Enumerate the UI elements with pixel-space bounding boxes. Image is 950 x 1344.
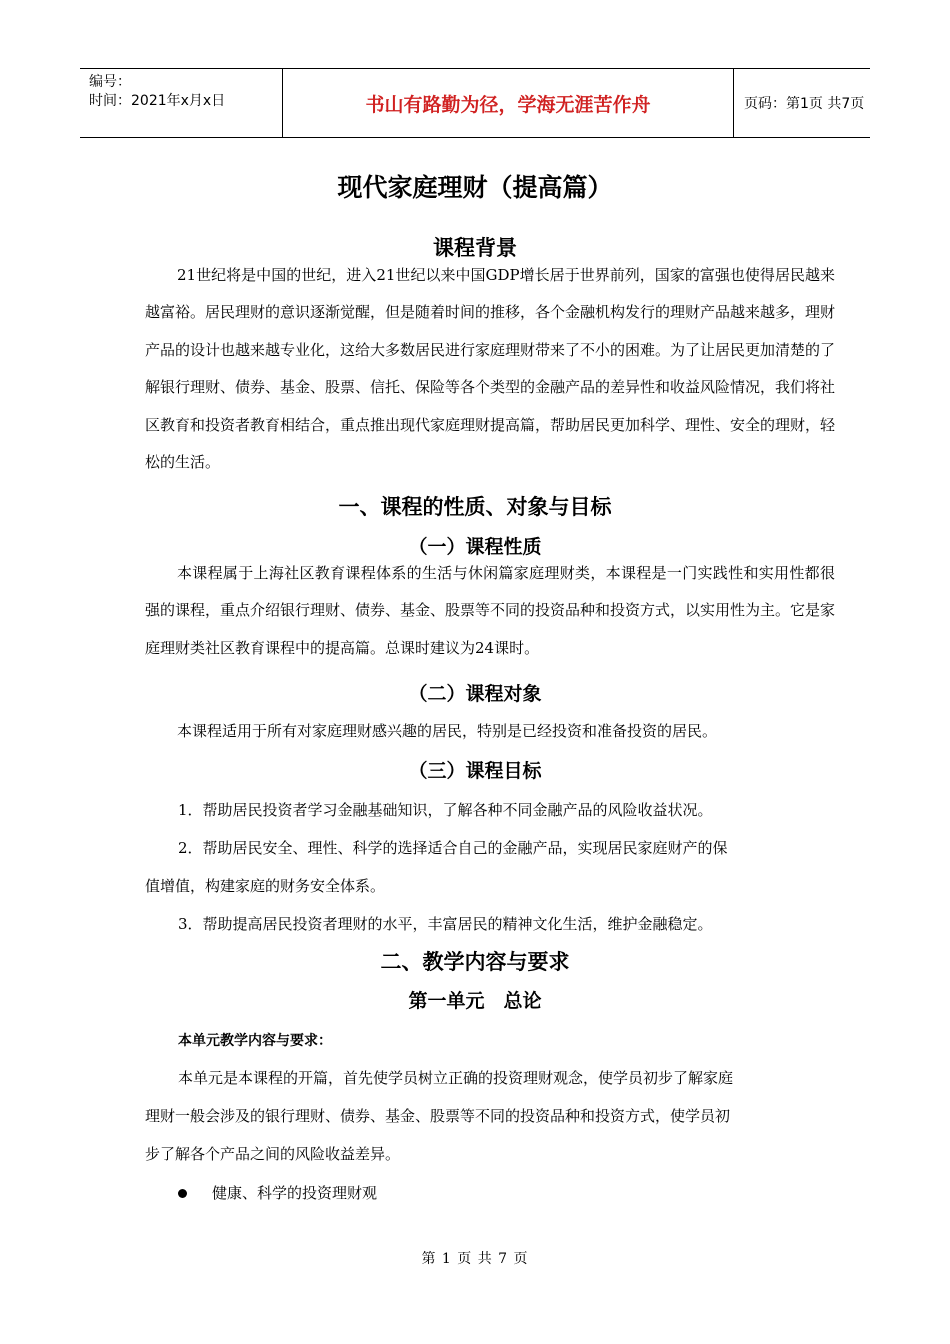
header-table	[80, 68, 870, 138]
nature-paragraph: 本课程属于上海社区教育课程体系的生活与休闲篇家庭理财类，本课程是一门实践性和实用性都很强的课程，重点介绍银行理财、债券、基金、股票等不同的投资品种和投资方式，以实用性为主。它是家庭理财类社区教育课程中的提高篇。总课时建议为24课时。	[145, 564, 836, 657]
goal-3: 3．帮助提高居民投资者理财的水平，丰富居民的精神文化生活，维护金融稳定。	[178, 915, 713, 933]
unit-paragraph-line-2: 理财一般会涉及的银行理财、债券、基金、股票等不同的投资品种和投资方式，使学员初	[145, 1107, 731, 1125]
bullet-dot-icon	[178, 1189, 187, 1198]
number-label: 编号：	[89, 74, 131, 90]
unit-heading: 第一单元 总论	[408, 990, 542, 1012]
goals-heading: （三）课程目标	[408, 760, 542, 782]
header-left-cell	[80, 69, 282, 137]
section1-heading: 一、课程的性质、对象与目标	[338, 495, 612, 519]
goal-2-line-2: 值增值，构建家庭的财务安全体系。	[145, 877, 386, 895]
page-footer: 第 1 页 共 7 页	[421, 1251, 529, 1267]
background-paragraph: 21世纪将是中国的世纪，进入21世纪以来中国GDP增长居于世界前列，国家的富强也使得居民越来越富裕。居民理财的意识逐渐觉醒，但是随着时间的推移，各个金融机构发行的理财产品越来越多，理财产品的设计也越来越专业化，这给大多数居民进行家庭理财带来了不小的困难。为了让居民更加清楚的了解银行理财、债券、基金、股票、信托、保险等各个类型的金融产品的差异性和收益风险情况，我们将社区教育和投资者教育相结合，重点推出现代家庭理财提高篇，帮助居民更加科学、理性、安全的理财，轻松的生活。	[145, 266, 836, 472]
unit-paragraph-line-1: 本单元是本课程的开篇，首先使学员树立正确的投资理财观念，使学员初步了解家庭	[178, 1069, 734, 1087]
audience-paragraph: 本课程适用于所有对家庭理财感兴趣的居民，特别是已经投资和准备投资的居民。	[177, 722, 718, 740]
document-title: 现代家庭理财（提高篇）	[337, 173, 613, 202]
header-page-info: 页码：第1页 共7页	[744, 96, 865, 112]
nature-heading: （一）课程性质	[408, 536, 542, 558]
background-heading: 课程背景	[433, 236, 517, 260]
goal-1: 1．帮助居民投资者学习金融基础知识，了解各种不同金融产品的风险收益状况。	[178, 801, 713, 819]
time-label: 时间：2021年x月x日	[89, 93, 226, 109]
goal-2-line-1: 2．帮助居民安全、理性、科学的选择适合自己的金融产品，实现居民家庭财产的保	[178, 839, 728, 857]
section2-heading: 二、教学内容与要求	[380, 950, 570, 974]
header-motto: 书山有路勤为径，学海无涯苦作舟	[282, 69, 734, 137]
audience-heading: （二）课程对象	[408, 683, 542, 705]
bullet-item-1: 健康、科学的投资理财观	[212, 1184, 378, 1202]
unit-requirements-label: 本单元教学内容与要求：	[178, 1033, 332, 1049]
unit-paragraph-line-3: 步了解各个产品之间的风险收益差异。	[145, 1145, 401, 1163]
